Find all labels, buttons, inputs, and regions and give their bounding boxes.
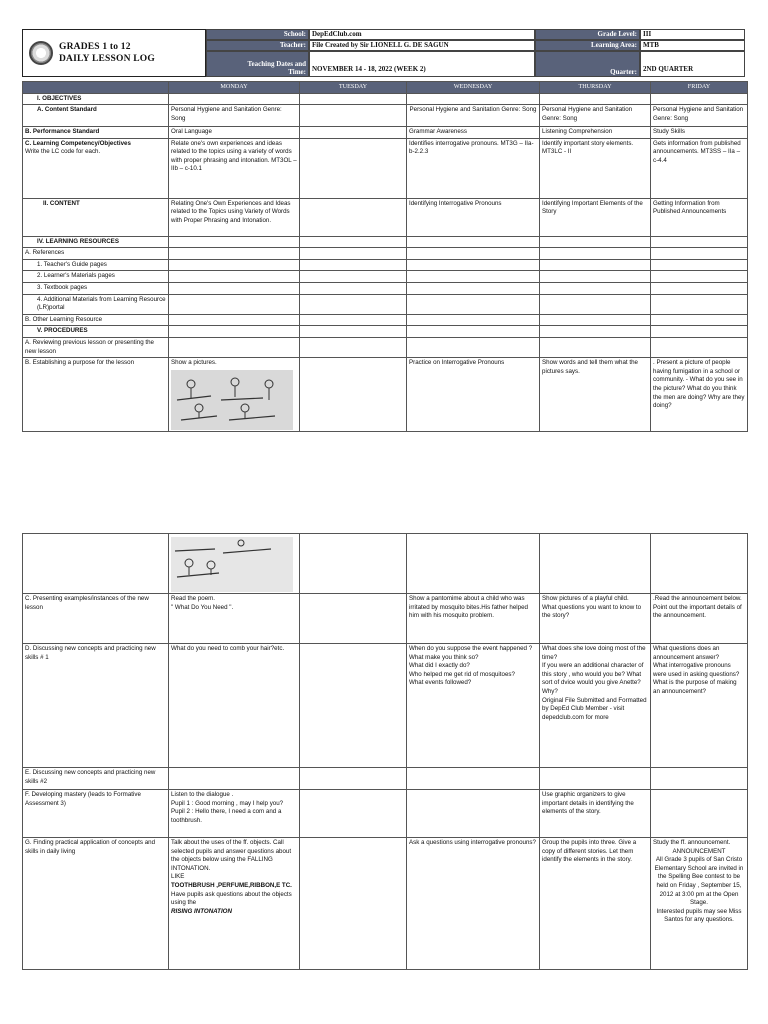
row-additional-materials: 4. Additional Materials from Learning Resource (LR)portal — [23, 294, 748, 314]
header-info-grid — [206, 29, 747, 77]
classroom-sketch-icon — [171, 537, 293, 592]
day-header-thursday: THURSDAY — [540, 81, 651, 93]
school-value: DepEdClub.com — [309, 29, 535, 40]
dll-header — [22, 29, 747, 77]
grade-label: Grade Level: — [535, 29, 640, 40]
dates-label: Teaching Dates and Time: — [206, 51, 309, 77]
row-proc-c: C. Presenting examples/instances of the new lesson Read the poem. " What Do You Need ". Show a pantomime about a child who was irritated by mosquito bites.His father helped him with his mosquito problem. Show pictures of a playful child. What questions you want to know to the story? .Read the announcement below. Point out the important details of the announcement. — [23, 594, 748, 644]
row-objectives: I. OBJECTIVES — [23, 93, 748, 105]
row-proc-e: E. Discussing new concepts and practicing new skills #2 — [23, 768, 748, 790]
dll-page-1 — [22, 29, 747, 432]
grade-value: III — [640, 29, 745, 40]
row-performance-standard: B. Performance Standard Oral Language Grammar Awareness Listening Comprehension Study Skills — [23, 127, 748, 139]
logo-box — [22, 29, 206, 77]
lesson-log-table — [22, 77, 748, 432]
classroom-picture — [171, 370, 293, 430]
row-learners-materials: 2. Learner's Materials pages — [23, 271, 748, 283]
row-content-standard: A. Content Standard Personal Hygiene and Sanitation Genre: Song Personal Hygiene and Sanitation Genre: Song Personal Hygiene and Sanitation Genre: Song Personal Hygiene and Sanitation Genre: Song — [23, 105, 748, 127]
row-textbook: 3. Textbook pages — [23, 283, 748, 295]
row-proc-b-continued — [23, 534, 748, 594]
row-content: II. CONTENT Relating One's Own Experiences and Ideas related to the Topics using Variety of Words with Proper Phrasing and Intonation. Identifying Interrogative Pronouns Identifying Important Elements of the Story Getting Information from Published Announcements — [23, 198, 748, 236]
row-other-resource: B. Other Learning Resource — [23, 314, 748, 326]
row-competency: C. Learning Competency/Objectives Write the LC code for each. Relate one's own experiences and ideas related to the topics using a variety of words with proper phrasing and intonation. MT3OL – IIb – c-10.1 Identifies interrogative pronouns. MT3G – IIa-b-2.2.3 Identify important story elements. MT3LC - II Gets information from published announcements. MT3SS – IIa –c-4.4 — [23, 138, 748, 198]
teacher-value: File Created by Sir LIONELL G. DE SAGUN — [309, 40, 535, 51]
row-references: A. References — [23, 248, 748, 260]
dates-value: NOVEMBER 14 - 18, 2022 (WEEK 2) — [309, 51, 535, 77]
day-header-tuesday: TUESDAY — [300, 81, 407, 93]
lesson-log-table-continued — [22, 533, 748, 970]
row-proc-g: G. Finding practical application of concepts and skills in daily living Talk about the uses of the ff. objects. Call selected pupils and answer questions about the objects below using the FALLING INTONATION. LIKE TOOTHBRUSH ,PERFUME,RIBBON,E TC. Have pupils ask questions about the objects using the RISING INTONATION Ask a questions using interrogative pronouns? Group the pupils into three. Give a copy of different stories. Let them identify the elements in the story. Study the ff. announcement. ANNOUNCEMENT All Grade 3 pupils of San Cristo Elementary School are invited in the Spelling Bee contest to be held on Friday , September 15, 2012 at 3:00 pm at the Open Stage. Interested pupils may see Miss Santos for any questions. — [23, 838, 748, 970]
teacher-label: Teacher: — [206, 40, 309, 51]
day-header-friday: FRIDAY — [651, 81, 748, 93]
classroom-sketch-icon — [171, 370, 293, 430]
classroom-picture-continued — [171, 537, 293, 592]
area-value: MTB — [640, 40, 745, 51]
logo-line-2: DAILY LESSON LOG — [59, 54, 155, 64]
day-header-monday: MONDAY — [169, 81, 300, 93]
school-label: School: — [206, 29, 309, 40]
row-teachers-guide: 1. Teacher's Guide pages — [23, 259, 748, 271]
row-proc-b: B. Establishing a purpose for the lesson Show a pictures. Practice on Interrogative Pronouns Show words and tell them what the pictures says. . Present a picture of people having fumigation in a school or community. - What do you see in the picture? What do you think the men are doing? Why are they doing? — [23, 358, 748, 432]
row-proc-f: F. Developing mastery (leads to Formative Assessment 3) Listen to the dialogue . Pupil 1 : Good morning , may I help you? Pupil 2 : Hello there, I need a com and a toothbrush. Use graphic organizers to give important details in identifying the elements of the story. — [23, 790, 748, 838]
area-label: Learning Area: — [535, 40, 640, 51]
deped-seal-icon — [29, 41, 53, 65]
row-proc-a: A. Reviewing previous lesson or presenting the new lesson — [23, 338, 748, 358]
logo-line-1: GRADES 1 to 12 — [59, 42, 131, 52]
dll-page-2 — [22, 533, 747, 970]
row-learning-resources: IV. LEARNING RESOURCES — [23, 236, 748, 248]
day-header-wednesday: WEDNESDAY — [407, 81, 540, 93]
row-procedures: V. PROCEDURES — [23, 326, 748, 338]
quarter-label: Quarter: — [535, 51, 640, 77]
row-proc-d: D. Discussing new concepts and practicing new skills # 1 What do you need to comb your hair?etc. When do you suppose the event happened ? What make you think so? What did I exactly do? Who helped me get rid of mosquitoes? What events followed? What does she love doing most of the time? If you were an additional character of this story , who would you be? What sort of dvice would you give Anette? Why? Original File Submitted and Formatted by DepEd Club Member - visit depedclub.com for more What questions does an announcement answer? What interrogative pronouns were used in asking questions? What is the purpose of making an announcement? — [23, 644, 748, 768]
quarter-value: 2ND QUARTER — [640, 51, 745, 77]
